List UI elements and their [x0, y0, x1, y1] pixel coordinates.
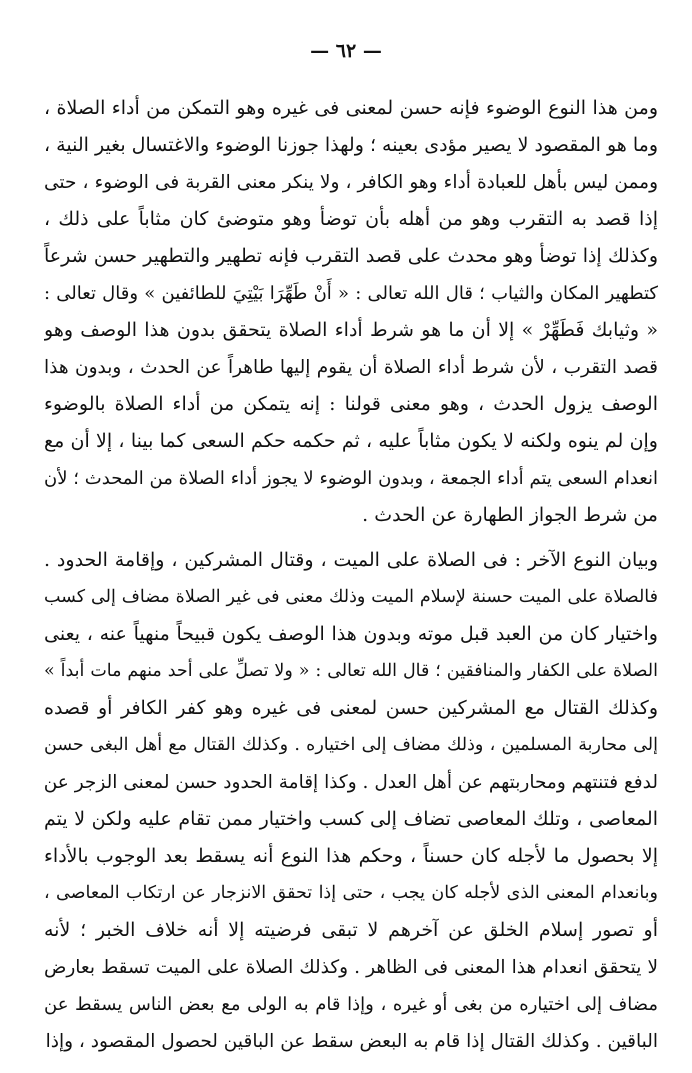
text-line: الصلاة على الكفار والمنافقين ؛ قال الله تعالى : « ولا تصلِّ على أحد منهم مات أبداً » [44, 661, 658, 681]
text-line: أو تصور إسلام الخلق عن آخرهم لا تبقى فرضيته إلا أنه خلاف الخبر ؛ لأنه [44, 919, 658, 941]
text-line: وممن ليس بأهل للعبادة أداء وهو الكافر ، ولا ينكر معنى القربة فى الوضوء ، حتى [44, 172, 658, 193]
text-line: إلى محاربة المسلمين ، وذلك مضاف إلى اختياره . وكذلك القتال مع أهل البغى حسن [44, 735, 658, 755]
text-line: وبانعدام المعنى الذى لأجله كان يجب ، حتى إذا تحقق الانزجار عن ارتكاب المعاصى ، [44, 883, 658, 903]
text-line: وما هو المقصود لا يصير مؤدى بعينه ؛ ولهذا جوزنا الوضوء والاغتسال بغير النية ، [44, 134, 658, 156]
text-line: المعاصى ، وتلك المعاصى تضاف إلى كسب واختيار ممن تقام عليه ولكن لا يتم [44, 808, 658, 830]
text-line: من شرط الجواز الطهارة عن الحدث . [362, 504, 658, 526]
page-number: — ٦٢ — [310, 40, 382, 62]
text-line: قصد التقرب ، لأن شرط أداء الصلاة أن يقوم إليها طاهراً عن الحدث ، وبدون هذا [44, 357, 658, 378]
paragraph [44, 542, 658, 1060]
body-text [44, 90, 658, 1060]
text-line: ومن هذا النوع الوضوء فإنه حسن لمعنى فى غيره وهو التمكن من أداء الصلاة ، [44, 97, 658, 119]
text-line: الباقين . وكذلك القتال إذا قام به البعض سقط عن الباقين لحصول المقصود ، وإذا [45, 1031, 658, 1052]
text-line: إذا قصد به التقرب وهو من أهله بأن توضأ وهو متوضئ كان مثاباً على ذلك ، [44, 208, 658, 230]
text-line: لا يتحقق انعدام هذا المعنى فى الظاهر . وكذلك الصلاة على الميت تسقط بعارض [44, 957, 658, 978]
text-line: وكذلك إذا توضأ وهو محدث على قصد التقرب فإنه تطهير والتطهير حسن شرعاً [44, 245, 658, 267]
text-line: وبيان النوع الآخر : فى الصلاة على الميت ، وقتال المشركين ، وإقامة الحدود . [44, 549, 658, 571]
text-line: لدفع فتنتهم ومحاربتهم عن أهل العدل . وكذا إقامة الحدود حسن لمعنى الزجر عن [44, 772, 658, 793]
text-line: وإن لم ينوه ولكنه لا يكون مثاباً عليه ، ثم حكمه حكم السعى كما بينا ، إلا أن مع [44, 430, 658, 452]
text-line: الوصف يزول الحدث ، وهو معنى قولنا : إنه يتمكن من أداء الصلاة بالوضوء [44, 393, 658, 415]
text-line: كتطهير المكان والثياب ؛ قال الله تعالى : « أَنْ طَهِّرَا بَيْتِيَ للطائفين » وقال تعالى : [44, 283, 658, 304]
text-line: مضاف إلى اختياره من بغى أو غيره ، وإذا قام به الولى مع بعض الناس يسقط عن [44, 994, 658, 1015]
text-line: « وثيابك فَطَهِّرْ » إلا أن ما هو شرط أداء الصلاة يتحقق بدون هذا الوصف وهو [44, 319, 658, 341]
text-line: فالصلاة على الميت حسنة لإسلام الميت وذلك معنى فى غير الصلاة مضاف إلى كسب [44, 587, 658, 607]
text-line: واختيار كان من العبد قبل موته وبدون هذا الوصف يكون قبيحاً منهياً عنه ، يعنى [44, 623, 658, 645]
paragraph [44, 90, 658, 534]
text-line: انعدام السعى يتم أداء الجمعة ، وبدون الوضوء لا يجوز أداء الصلاة من المحدث ؛ لأن [44, 468, 658, 489]
text-line: إلا بحصول ما لأجله كان حسناً ، وحكم هذا النوع أنه يسقط بعد الوجوب بالأداء [44, 845, 658, 867]
text-line: وكذلك القتال مع المشركين حسن لمعنى فى غيره وهو كفر الكافر أو قصده [44, 697, 658, 719]
